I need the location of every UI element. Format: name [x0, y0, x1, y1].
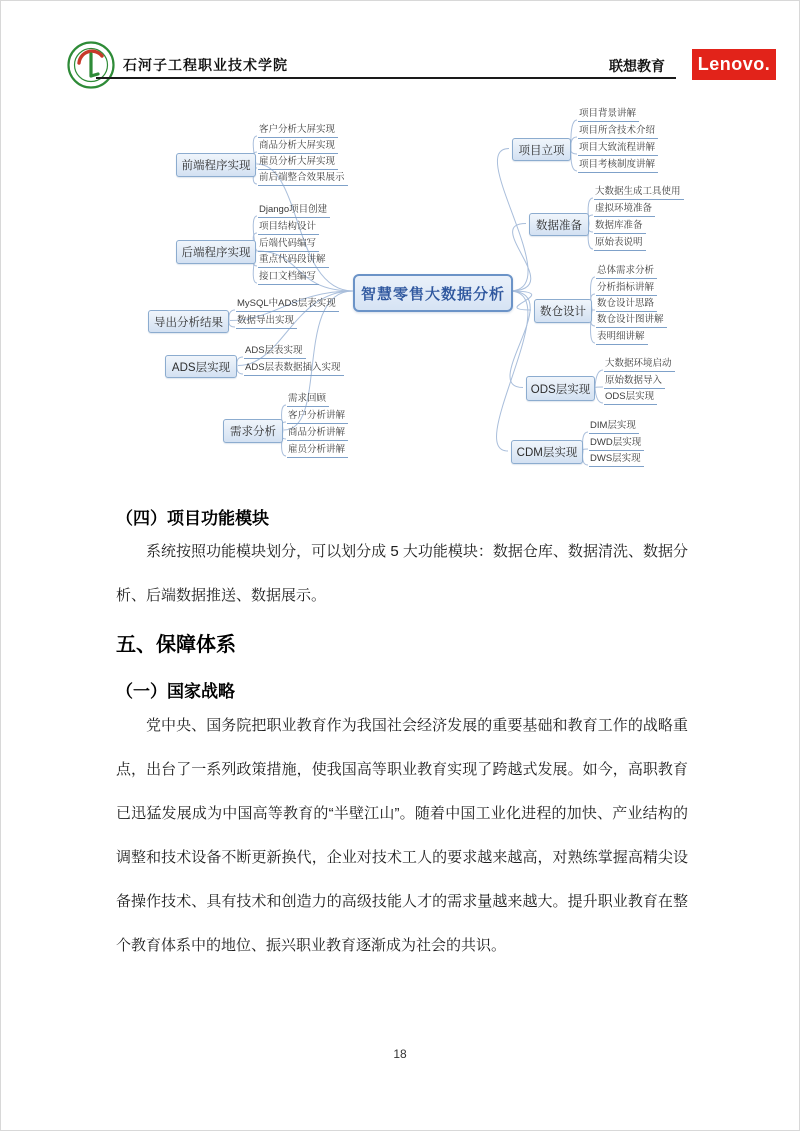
school-name: 石河子工程职业技术学院: [123, 57, 288, 73]
mindmap-leaf-left-3-1: ADS层表数据插入实现: [244, 362, 344, 376]
mindmap-leaf-right-3-2: ODS层实现: [604, 391, 657, 405]
mindmap-leaf-left-4-2: 商品分析讲解: [287, 427, 348, 441]
section-4-paragraph: 系统按照功能模块划分，可以划分成 5 大功能模块：数据仓库、数据清洗、数据分析、后端数据推送、数据展示。: [116, 543, 688, 604]
mindmap-connectors: [1, 1, 800, 496]
mindmap-branch-right-2: 数仓设计: [534, 299, 592, 323]
mindmap-leaf-right-0-2: 项目大致流程讲解: [578, 142, 658, 156]
mindmap-leaf-right-3-1: 原始数据导入: [604, 375, 665, 389]
mindmap-leaf-left-0-3: 前后端整合效果展示: [258, 172, 348, 186]
mindmap-leaf-right-0-0: 项目背景讲解: [578, 108, 639, 122]
mindmap-leaf-right-0-1: 项目所含技术介绍: [578, 125, 658, 139]
mindmap-leaf-left-3-0: ADS层表实现: [244, 345, 306, 359]
mindmap-leaf-right-2-0: 总体需求分析: [596, 265, 657, 279]
mindmap-leaf-left-0-0: 客户分析大屏实现: [258, 124, 338, 138]
section-5-heading: 五、保障体系: [116, 634, 236, 656]
mindmap-figure: [1, 1, 800, 496]
section-5-1-paragraph: 党中央、国务院把职业教育作为我国社会经济发展的重要基础和教育工作的战略重点，出台了一系列政策措施，使我国高等职业教育实现了跨越式发展。如今，高职教育已迅猛发展成为中国高等教育的“半壁江山”。随着中国工业化进程的加快、产业结构的调整和技术设备不断更新换代，企业对技术工人的要求越来越高，对熟练掌握高精尖设备操作技术、具有技术和创造力的高级技能人才的需求量越来越大。提升职业教育在整个教育体系中的地位、振兴职业教育逐渐成为社会的共识。: [116, 717, 688, 954]
mindmap-leaf-left-1-0: Django项目创建: [258, 204, 330, 218]
mindmap-leaf-right-4-2: DWS层实现: [589, 453, 644, 467]
section-5-1-heading: （一）国家战略: [116, 682, 235, 701]
mindmap-leaf-right-4-0: DIM层实现: [589, 420, 639, 434]
mindmap-leaf-left-2-1: 数据导出实现: [236, 315, 297, 329]
mindmap-leaf-right-1-0: 大数据生成工具使用: [594, 186, 684, 200]
mindmap-branch-left-2: 导出分析结果: [148, 310, 229, 333]
mindmap-branch-left-1: 后端程序实现: [176, 240, 256, 264]
mindmap-leaf-left-4-1: 客户分析讲解: [287, 410, 348, 424]
mindmap-branch-right-0: 项目立项: [512, 138, 571, 161]
section-4-heading: （四）项目功能模块: [116, 509, 269, 528]
mindmap-leaf-right-2-4: 表明细讲解: [596, 331, 648, 345]
lenovo-logo: Lenovo.: [692, 49, 776, 80]
mindmap-leaf-right-3-0: 大数据环境启动: [604, 358, 675, 372]
mindmap-leaf-right-4-1: DWD层实现: [589, 437, 644, 451]
mindmap-leaf-left-1-2: 后端代码编写: [258, 238, 319, 252]
mindmap-leaf-right-1-2: 数据库准备: [594, 220, 646, 234]
mindmap-branch-right-3: ODS层实现: [526, 376, 595, 401]
mindmap-leaf-right-2-1: 分析指标讲解: [596, 282, 657, 296]
mindmap-leaf-left-1-1: 项目结构设计: [258, 221, 319, 235]
mindmap-leaf-left-1-3: 重点代码段讲解: [258, 254, 329, 268]
mindmap-branch-left-4: 需求分析: [223, 419, 283, 443]
mindmap-leaf-left-0-2: 雇员分析大屏实现: [258, 156, 338, 170]
mindmap-leaf-right-1-1: 虚拟环境准备: [594, 203, 655, 217]
mindmap-branch-left-0: 前端程序实现: [176, 153, 256, 177]
mindmap-leaf-right-2-2: 数仓设计思路: [596, 298, 657, 312]
mindmap-leaf-right-1-3: 原始表说明: [594, 237, 646, 251]
mindmap-branch-right-1: 数据准备: [529, 213, 589, 236]
mindmap-leaf-right-0-3: 项目考核制度讲解: [578, 159, 658, 173]
mindmap-center-node: 智慧零售大数据分析: [353, 274, 513, 312]
mindmap-branch-right-4: CDM层实现: [511, 440, 583, 464]
mindmap-leaf-left-4-3: 雇员分析讲解: [287, 444, 348, 458]
brand-text: 联想教育: [609, 58, 665, 74]
mindmap-leaf-left-0-1: 商品分析大屏实现: [258, 140, 338, 154]
mindmap-leaf-left-4-0: 需求回顾: [287, 393, 329, 407]
mindmap-leaf-left-1-4: 接口文档编写: [258, 271, 319, 285]
mindmap-leaf-right-2-3: 数仓设计图讲解: [596, 314, 667, 328]
page-number: 18: [393, 1047, 407, 1061]
mindmap-leaf-left-2-0: MySQL中ADS层表实现: [236, 298, 339, 312]
mindmap-branch-left-3: ADS层实现: [165, 355, 237, 378]
